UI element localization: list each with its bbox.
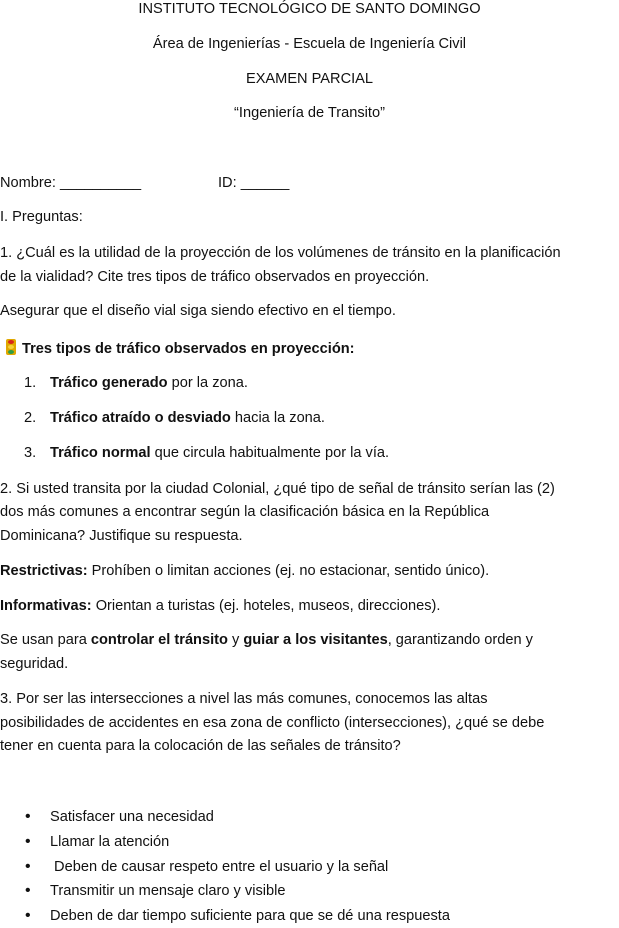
q1-line-1: 1. ¿Cuál es la utilidad de la proyección de los volúmenes de tránsito en la planificación <box>0 245 561 261</box>
summary-text-a: Se usan para <box>0 632 91 648</box>
section-title: I. Preguntas: <box>0 209 83 225</box>
q1-item-2-text: hacia la zona. <box>230 410 325 426</box>
q1-item-2-number: 2. <box>24 410 37 426</box>
q2-line-1: 2. Si usted transita por la ciudad Colonial, ¿qué tipo de señal de tránsito serían las (2) <box>0 481 555 497</box>
q1-line-2: de la vialidad? Cite tres tipos de tráfico observados en proyección. <box>0 269 430 285</box>
q1-item-1-text: por la zona. <box>167 375 248 391</box>
q1-item-3-bold: Tráfico normal <box>50 445 151 461</box>
q2-summary-line-2: seguridad. <box>0 656 69 672</box>
summary-text-e: , garantizando orden y <box>387 632 533 648</box>
student-info <box>0 171 619 195</box>
q1-item-1-bold: Tráfico generado <box>50 375 168 391</box>
q2-line-2: dos más comunes a encontrar según la clasificación básica en la República <box>0 504 490 520</box>
q3-bullet-4-text: Transmitir un mensaje claro y visible <box>50 883 286 899</box>
informative-label: Informativas: <box>0 598 92 614</box>
q3-line-3: tener en cuenta para la colocación de las señales de tránsito? <box>0 738 401 754</box>
summary-bold-control: controlar el tránsito <box>90 632 228 648</box>
name-label: Nombre: __________ <box>0 175 142 191</box>
q2-line-3: Dominicana? Justifique su respuesta. <box>0 528 243 544</box>
q2-restrictive <box>0 559 619 583</box>
subject-title: “Ingeniería de Transito” <box>234 105 385 121</box>
bullet-dot-icon: • <box>25 808 31 825</box>
q1-item-2-bold: Tráfico atraído o desviado <box>50 410 231 426</box>
q3-line-1: 3. Por ser las intersecciones a nivel las más comunes, conocemos las altas <box>0 691 488 707</box>
restrictive-label: Restrictivas: <box>0 563 88 579</box>
q1-list-heading <box>0 337 619 361</box>
traffic-light-icon <box>6 339 16 355</box>
exam-title: EXAMEN PARCIAL <box>245 71 374 87</box>
bullet-dot-icon: • <box>25 833 31 850</box>
restrictive-text: Prohíben o limitan acciones (ej. no estacionar, sentido único). <box>87 563 490 579</box>
id-label: ID: ______ <box>218 175 290 191</box>
q3-bullet-1-text: Satisfacer una necesidad <box>50 809 214 825</box>
q1-item-3-text: que circula habitualmente por la vía. <box>150 445 390 461</box>
q3-bullet-5-text: Deben de dar tiempo suficiente para que se dé una respuesta <box>50 908 450 924</box>
q2-informative <box>0 594 619 618</box>
q1-list-title: Tres tipos de tráfico observados en proyección: <box>22 341 355 357</box>
summary-bold-guide: guiar a los visitantes <box>243 632 388 648</box>
q2-summary-line-1 <box>0 628 619 652</box>
summary-text-c: y <box>227 632 244 648</box>
q3-bullet-3-text: Deben de causar respeto entre el usuario y la señal <box>50 859 389 875</box>
bullet-dot-icon: • <box>25 907 31 924</box>
informative-text: Orientan a turistas (ej. hoteles, museos, direcciones). <box>91 598 441 614</box>
bullet-dot-icon: • <box>25 858 31 875</box>
bullet-dot-icon: • <box>25 882 31 899</box>
q3-bullet-2-text: Llamar la atención <box>50 834 170 850</box>
institution-title: INSTITUTO TECNOLÓGICO DE SANTO DOMINGO <box>138 1 481 17</box>
q1-item-1-number: 1. <box>24 375 37 391</box>
q1-item-3-number: 3. <box>24 445 37 461</box>
q1-answer: Asegurar que el diseño vial siga siendo efectivo en el tiempo. <box>0 303 396 319</box>
q3-line-2: posibilidades de accidentes en esa zona de conflicto (intersecciones), ¿qué se debe <box>0 715 545 731</box>
area-subtitle: Área de Ingenierías - Escuela de Ingeniería Civil <box>152 36 467 52</box>
